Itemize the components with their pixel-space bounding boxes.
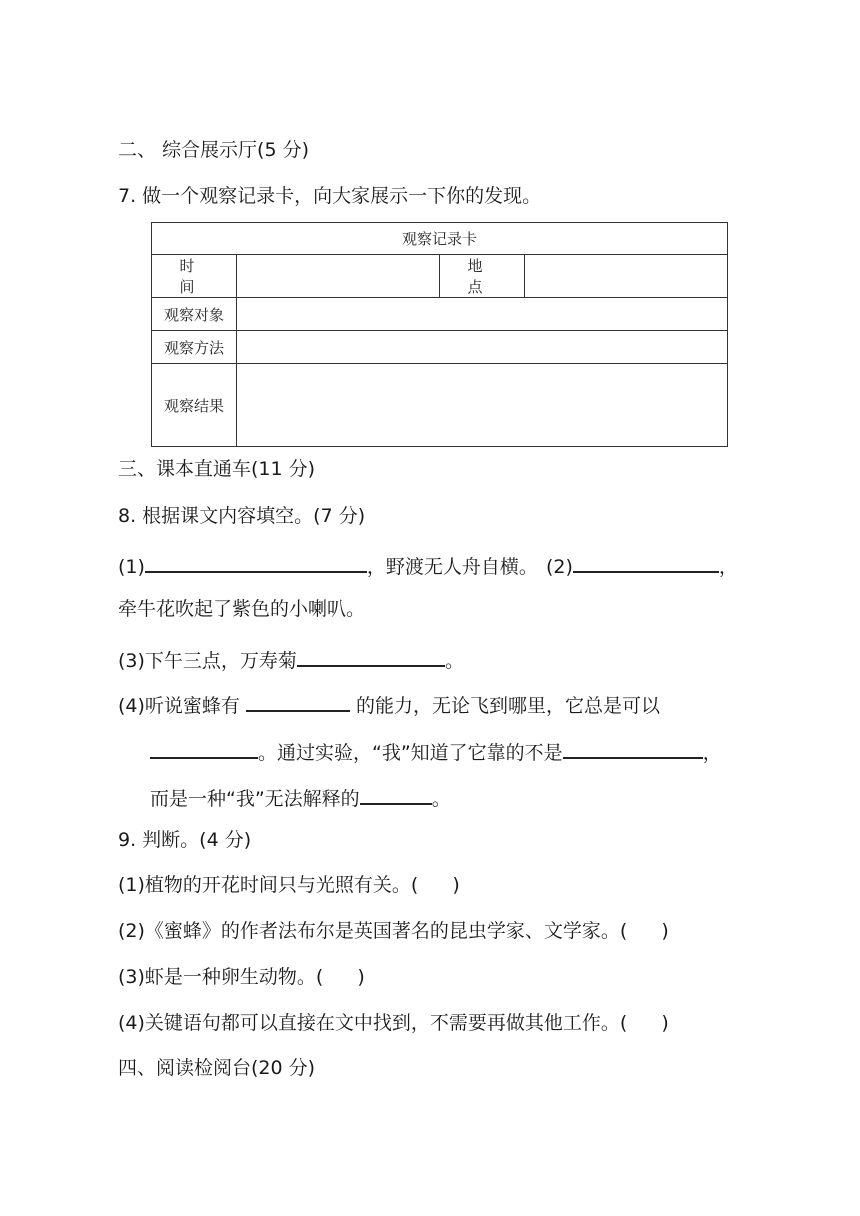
q8-item-2-continued: 牵牛花吹起了紫色的小喇叭。 — [118, 598, 366, 620]
q8-item-2-tail: ， — [718, 556, 738, 578]
q8-item-4-line-2-tail: ， — [702, 742, 722, 764]
q9-item-4 — [118, 1014, 669, 1033]
q8-item-3-line — [118, 647, 464, 671]
q8-item-3-number: (3) — [118, 650, 145, 672]
place-field[interactable] — [525, 255, 728, 298]
q8-item-1-blank[interactable] — [145, 553, 367, 573]
q9-item-4-text: (4)关键语句都可以直接在文中找到，不需要再做其他工作。( — [118, 1012, 628, 1034]
q8-item-2-blank[interactable] — [573, 553, 719, 573]
q9-item-2 — [118, 922, 669, 941]
q8-item-4-blank-4[interactable] — [360, 785, 432, 805]
object-field[interactable] — [237, 298, 728, 331]
method-label: 观察方法 — [152, 331, 237, 364]
observation-record-card — [151, 222, 728, 447]
place-label: 地 点 — [440, 255, 525, 298]
q9-item-1-text: (1)植物的开花时间只与光照有关。( — [118, 874, 419, 896]
q8-item-4-line-2 — [150, 739, 722, 763]
question-7-prompt: 7. 做一个观察记录卡，向大家展示一下你的发现。 — [118, 185, 542, 207]
q9-item-3 — [118, 968, 365, 987]
q9-item-1-close: ) — [452, 874, 460, 896]
card-title: 观察记录卡 — [152, 223, 728, 255]
q8-item-4-text-b: 的能力，无论飞到哪里，它总是可以 — [355, 695, 660, 717]
q9-item-3-text: (3)虾是一种卵生动物。( — [118, 966, 324, 988]
q8-item-3-blank[interactable] — [297, 647, 445, 667]
question-8-prompt: 8. 根据课文内容填空。(7 分) — [118, 505, 366, 527]
q8-item-1-number: (1) — [118, 556, 145, 578]
result-label: 观察结果 — [152, 364, 237, 447]
q9-item-3-close: ) — [357, 966, 365, 988]
q9-item-2-close: ) — [661, 920, 669, 942]
q8-item-4-blank-2[interactable] — [150, 739, 258, 759]
q8-item-4-blank-1[interactable] — [246, 692, 350, 712]
q8-item-3-tail: 。 — [444, 650, 464, 672]
q8-item-4-blank-3[interactable] — [563, 739, 703, 759]
q8-item-2-number: (2) — [545, 556, 573, 578]
q8-item-4-line-3-tail: 。 — [431, 788, 451, 810]
time-field[interactable] — [237, 255, 440, 298]
section-title-3: 三、课本直通车(11 分) — [118, 458, 316, 480]
q8-item-4-line-3-text: 而是一种“我”无法解释的 — [150, 788, 360, 810]
q8-item-4-line-3 — [150, 785, 451, 809]
q9-item-4-close: ) — [661, 1012, 669, 1034]
q8-item-3-text: 下午三点，万寿菊 — [144, 650, 297, 672]
section-title-2: 二、 综合展示厅(5 分) — [118, 139, 309, 161]
q8-item-1-line — [118, 553, 738, 577]
object-label: 观察对象 — [152, 298, 237, 331]
section-title-4: 四、阅读检阅台(20 分) — [118, 1057, 316, 1079]
q8-item-1-text: ，野渡无人舟自横。 — [366, 556, 538, 578]
q9-item-1 — [118, 876, 460, 895]
q8-item-4-line — [118, 692, 660, 716]
q8-item-4-number: (4) — [118, 695, 145, 717]
q8-item-4-line-2-text: 。通过实验，“我”知道了它靠的不是 — [258, 742, 563, 764]
question-9-prompt: 9. 判断。(4 分) — [118, 829, 252, 851]
q9-item-2-text: (2)《蜜蜂》的作者法布尔是英国著名的昆虫学家、文学家。( — [118, 920, 628, 942]
result-field[interactable] — [237, 364, 728, 447]
time-label: 时 间 — [152, 255, 237, 298]
method-field[interactable] — [237, 331, 728, 364]
q8-item-4-text-a: 听说蜜蜂有 — [144, 695, 240, 717]
